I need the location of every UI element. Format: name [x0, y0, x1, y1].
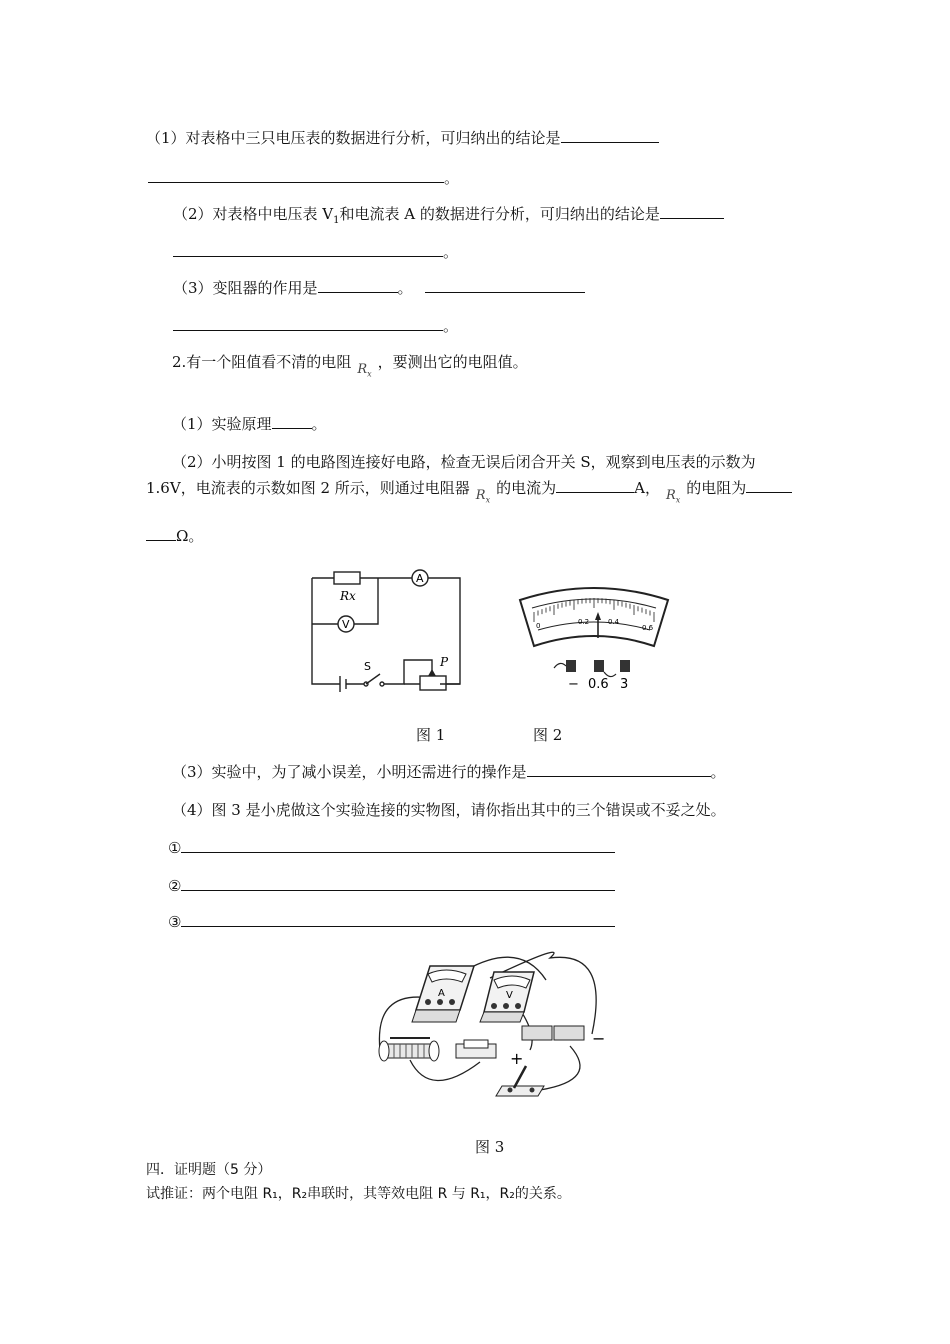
fig3-voltmeter-label: V [506, 990, 513, 1001]
figure-1-caption: 图 1 [416, 726, 446, 744]
q1-part1-blank-b[interactable] [148, 168, 444, 183]
rx-subscript: x [485, 495, 491, 505]
q1-part3-text: （3）变阻器的作用是 [173, 279, 318, 297]
item-marker-3: ③ [168, 913, 182, 931]
q1-part2-cont [173, 242, 458, 262]
terminal-06 [594, 660, 604, 672]
scale-0-2: 0.2 [578, 618, 590, 626]
q2-intro [172, 352, 528, 385]
error-item-3 [168, 912, 615, 932]
q2-part2-text2c: A， [634, 479, 660, 497]
voltmeter-device [480, 972, 534, 1022]
rx-letter: R [357, 362, 368, 377]
period: 。 [397, 279, 413, 297]
q2-part2-line1 [172, 452, 756, 472]
q1-part2-blank-b[interactable] [173, 242, 443, 257]
q2-current-blank[interactable] [556, 478, 634, 493]
scale-0-6: 0.6 [642, 624, 654, 632]
label-a: A [416, 572, 424, 585]
fig3-minus: − [592, 1029, 606, 1048]
q2-part4-text: （4）图 3 是小虎做这个实验连接的实物图，请你指出其中的三个错误或不妥之处。 [172, 801, 726, 819]
q2-part3-text: （3）实验中，为了减小误差，小明还需进行的操作是 [172, 763, 527, 781]
error-item-2 [168, 876, 615, 896]
q2-part2-line2 [146, 478, 792, 511]
rx-letter: R [475, 488, 486, 503]
scale-0-4: 0.4 [608, 618, 620, 626]
q1-part3-blank-c[interactable] [173, 316, 443, 331]
terminal-3 [620, 660, 630, 672]
period: 。 [443, 243, 459, 261]
item-marker-1: ① [168, 839, 182, 857]
figure-3-caption: 图 3 [475, 1138, 505, 1156]
terminal-label-neg: − [568, 677, 579, 692]
q1-part2-text-a: （2）对表格中电压表 V [173, 205, 334, 223]
q2-part3 [172, 762, 726, 782]
battery-device [522, 1026, 584, 1040]
rx-subscript: x [367, 369, 372, 379]
rx-symbol [476, 486, 490, 511]
resistor-rx [334, 572, 360, 584]
q1-part1 [146, 128, 659, 148]
q1-part1-cont [148, 168, 459, 188]
q1-part2-text-b: 和电流表 A 的数据进行分析，可归纳出的结论是 [339, 205, 660, 223]
rheostat-device [379, 1038, 439, 1061]
q2-part2-text2d: 的电阻为 [686, 479, 747, 497]
rx-subscript: x [675, 495, 681, 505]
period: 。 [710, 763, 726, 781]
scale-0: 0 [536, 622, 541, 630]
q2-part1-blank[interactable] [272, 414, 312, 429]
fig3-plus: + [510, 1049, 524, 1068]
q1-part3-blank-a[interactable] [318, 278, 398, 293]
error-blank-3[interactable] [181, 912, 615, 927]
figure-3-apparatus [370, 950, 614, 1110]
rheostat [420, 676, 446, 690]
q1-part3-blank-b[interactable] [425, 278, 585, 293]
period: 。 [311, 415, 327, 433]
switch-device [496, 1066, 544, 1096]
rx-letter: R [665, 488, 676, 503]
figure-2-ammeter [514, 580, 674, 692]
q1-part2 [173, 204, 724, 231]
item-marker-2: ② [168, 877, 182, 895]
q2-part1 [172, 414, 327, 434]
figure-2-caption: 图 2 [533, 726, 563, 744]
q2-resistance-blank-a[interactable] [746, 478, 792, 493]
q2-part1-text: （1）实验原理 [172, 415, 272, 433]
q1-part1-text: （1）对表格中三只电压表的数据进行分析，可归纳出的结论是 [146, 129, 561, 147]
terminal-label-06: 0.6 [588, 677, 609, 692]
fig3-ammeter-label: A [438, 988, 445, 999]
section-4-text: 试推证：两个电阻 R₁，R₂串联时，其等效电阻 R 与 R₁，R₂的关系。 [146, 1186, 571, 1202]
q2-intro-text-a: 2.有一个阻值看不清的电阻 [172, 353, 352, 371]
error-blank-2[interactable] [181, 876, 615, 891]
q2-resistance-blank-b[interactable] [146, 526, 176, 541]
v1-subscript: 1 [333, 215, 340, 226]
q2-part2-text2a: 1.6V，电流表的示数如图 2 所示，则通过电阻器 [146, 479, 470, 497]
label-v: V [342, 618, 350, 631]
terminal-neg [566, 660, 576, 672]
figure-1-circuit [300, 566, 470, 694]
rx-symbol [666, 486, 680, 511]
error-blank-1[interactable] [181, 838, 615, 853]
q2-part3-blank[interactable] [527, 762, 711, 777]
period: 。 [443, 317, 459, 335]
period: 。 [444, 169, 460, 187]
ohm-unit: Ω。 [176, 527, 204, 545]
error-item-1 [168, 838, 615, 858]
q1-part2-blank-a[interactable] [660, 204, 724, 219]
q2-part2-text2b: 的电流为 [496, 479, 557, 497]
q1-part3 [173, 278, 585, 298]
q2-part2-text1: （2）小明按图 1 的电路图连接好电路，检查无误后闭合开关 S，观察到电压表的示数为 [172, 453, 756, 471]
q2-part4 [172, 800, 726, 820]
resistor-device [456, 1040, 496, 1058]
section-4-heading: 四．证明题（5 分） [146, 1162, 272, 1178]
rx-symbol [357, 360, 371, 385]
ammeter-device [412, 966, 474, 1022]
label-rx: Rx [340, 589, 356, 603]
label-p: P [440, 655, 449, 669]
q1-part1-blank-a[interactable] [561, 128, 659, 143]
label-s: S [364, 660, 371, 673]
q2-intro-text-b: ，要测出它的电阻值。 [377, 353, 528, 371]
q1-part3-cont [173, 316, 458, 336]
q2-part2-line3 [146, 526, 203, 546]
terminal-label-3: 3 [620, 677, 629, 692]
